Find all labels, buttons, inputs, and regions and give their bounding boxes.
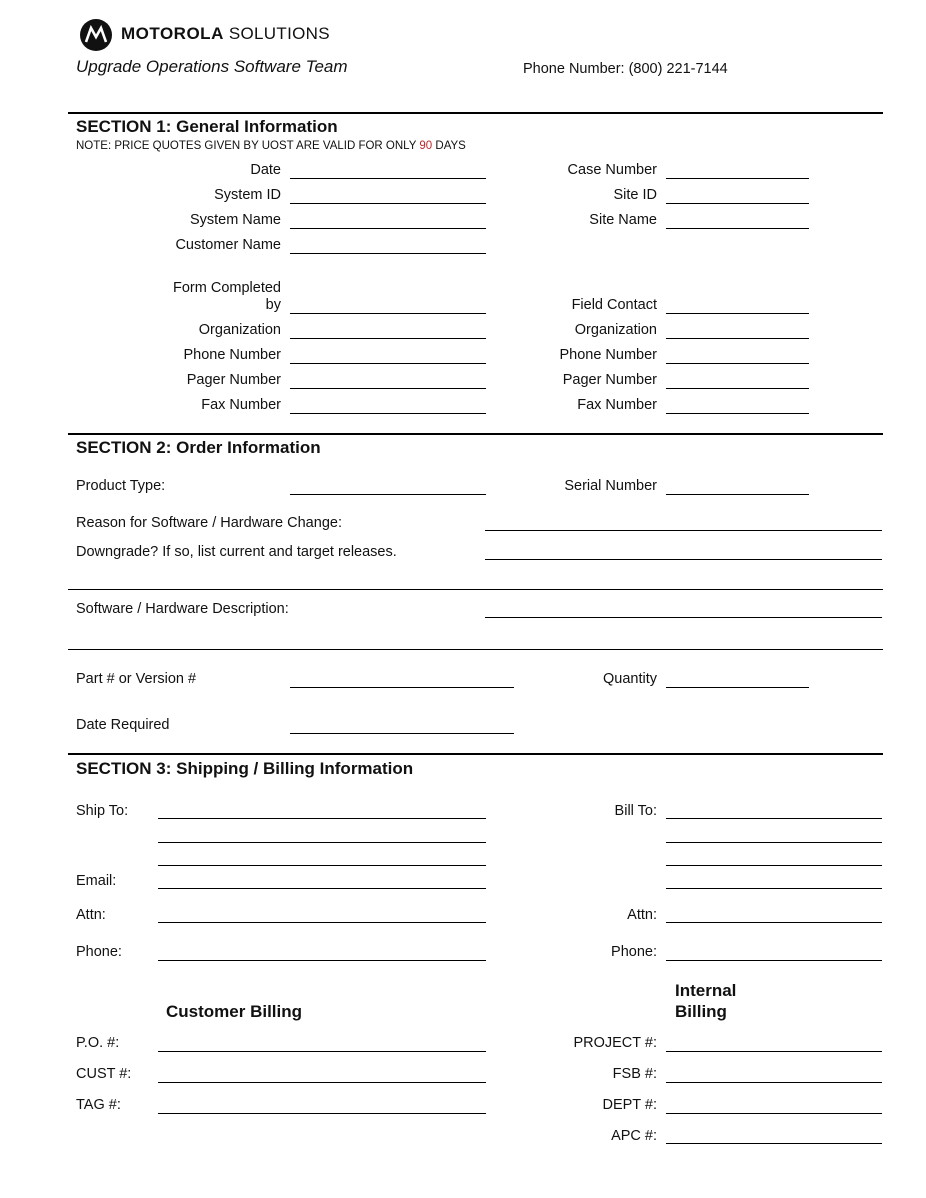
apc-label: APC #: — [611, 1128, 657, 1144]
downgrade-label: Downgrade? If so, list current and target releases. — [76, 544, 397, 560]
phone-field[interactable] — [158, 960, 486, 961]
form-completed-label-1: Form Completed — [173, 280, 281, 296]
site-name-label: Site Name — [589, 212, 657, 228]
dept-field[interactable] — [666, 1113, 882, 1114]
phone-label: Phone: — [76, 944, 122, 960]
customer-billing-heading: Customer Billing — [166, 1002, 303, 1021]
serial-number-field[interactable] — [666, 494, 809, 495]
fsb-label: FSB #: — [612, 1066, 657, 1082]
field-organization-field[interactable] — [666, 338, 809, 339]
organization-label: Organization — [198, 322, 281, 338]
ship-to-field-2[interactable] — [158, 842, 486, 843]
team-name: Upgrade Operations Software Team — [76, 57, 348, 76]
section-divider — [68, 112, 883, 114]
case-number-field[interactable] — [666, 178, 809, 179]
section-divider — [68, 649, 883, 650]
section2-title: SECTION 2: Order Information — [76, 438, 321, 457]
case-number-label: Case Number — [567, 162, 657, 178]
project-label: PROJECT #: — [573, 1035, 657, 1051]
apc-field[interactable] — [666, 1143, 882, 1144]
date-required-field[interactable] — [290, 733, 514, 734]
form-completed-label-2: by — [265, 297, 281, 313]
tag-label: TAG #: — [76, 1097, 121, 1113]
quantity-label: Quantity — [603, 671, 657, 687]
part-label: Part # or Version # — [76, 671, 197, 687]
system-name-field[interactable] — [290, 228, 486, 229]
system-id-field[interactable] — [290, 203, 486, 204]
bill-attn-label: Attn: — [627, 907, 657, 923]
customer-name-field[interactable] — [290, 253, 486, 254]
bill-attn-field[interactable] — [666, 922, 882, 923]
field-phone-number-label: Phone Number — [559, 347, 657, 363]
price-note — [76, 140, 466, 152]
phone-number-field[interactable] — [290, 363, 486, 364]
site-name-field[interactable] — [666, 228, 809, 229]
bill-to-label: Bill To: — [614, 803, 657, 819]
dept-label: DEPT #: — [602, 1097, 657, 1113]
field-organization-label: Organization — [574, 322, 657, 338]
date-required-label: Date Required — [76, 717, 170, 733]
note-days: 90 — [419, 140, 433, 152]
section-divider — [68, 433, 883, 435]
attn-label: Attn: — [76, 907, 106, 923]
brand-name — [121, 24, 330, 44]
pager-number-label: Pager Number — [186, 372, 281, 388]
brand-bold: MOTOROLA — [121, 24, 224, 43]
part-field[interactable] — [290, 687, 514, 688]
organization-field[interactable] — [290, 338, 486, 339]
description-field[interactable] — [485, 617, 882, 618]
system-id-label: System ID — [214, 187, 281, 203]
email-label: Email: — [76, 873, 117, 889]
field-phone-number-field[interactable] — [666, 363, 809, 364]
system-name-label: System Name — [189, 212, 281, 228]
motorola-logo-icon — [80, 19, 112, 51]
project-field[interactable] — [666, 1051, 882, 1052]
ship-to-label: Ship To: — [76, 803, 129, 819]
bill-to-field-4[interactable] — [666, 888, 882, 889]
field-contact-field[interactable] — [666, 313, 809, 314]
quantity-field[interactable] — [666, 687, 809, 688]
cust-field[interactable] — [158, 1082, 486, 1083]
customer-name-label: Customer Name — [175, 237, 281, 253]
field-fax-number-label: Fax Number — [577, 397, 657, 413]
fax-number-field[interactable] — [290, 413, 486, 414]
fax-number-label: Fax Number — [201, 397, 281, 413]
bill-phone-label: Phone: — [611, 944, 657, 960]
section-divider — [68, 589, 883, 590]
ship-to-field-3[interactable] — [158, 865, 486, 866]
cust-label: CUST #: — [76, 1066, 132, 1082]
email-field[interactable] — [158, 888, 486, 889]
section1-title: SECTION 1: General Information — [76, 117, 338, 136]
downgrade-field[interactable] — [485, 559, 882, 560]
support-phone: Phone Number: (800) 221-7144 — [523, 61, 728, 77]
tag-field[interactable] — [158, 1113, 486, 1114]
internal-billing-heading-1: Internal — [675, 981, 737, 1000]
bill-phone-field[interactable] — [666, 960, 882, 961]
bill-to-field-1[interactable] — [666, 818, 882, 819]
site-id-label: Site ID — [613, 187, 657, 203]
description-label: Software / Hardware Description: — [76, 601, 289, 617]
section-divider — [68, 753, 883, 755]
bill-to-field-3[interactable] — [666, 865, 882, 866]
field-pager-number-label: Pager Number — [562, 372, 657, 388]
brand-light: SOLUTIONS — [228, 24, 330, 43]
date-label: Date — [250, 162, 281, 178]
reason-label: Reason for Software / Hardware Change: — [76, 515, 342, 531]
field-fax-number-field[interactable] — [666, 413, 809, 414]
field-contact-label: Field Contact — [571, 297, 657, 313]
serial-number-label: Serial Number — [564, 478, 657, 494]
reason-field[interactable] — [485, 530, 882, 531]
product-type-field[interactable] — [290, 494, 486, 495]
form-completed-field[interactable] — [290, 313, 486, 314]
po-label: P.O. #: — [76, 1035, 120, 1051]
bill-to-field-2[interactable] — [666, 842, 882, 843]
ship-to-field-1[interactable] — [158, 818, 486, 819]
note-prefix: NOTE: PRICE QUOTES GIVEN BY UOST ARE VALID FOR ONLY — [76, 140, 417, 152]
fsb-field[interactable] — [666, 1082, 882, 1083]
field-pager-number-field[interactable] — [666, 388, 809, 389]
site-id-field[interactable] — [666, 203, 809, 204]
internal-billing-heading-2: Billing — [675, 1002, 727, 1021]
phone-number-label: Phone Number — [183, 347, 281, 363]
date-field[interactable] — [290, 178, 486, 179]
note-suffix: DAYS — [435, 140, 466, 152]
product-type-label: Product Type: — [76, 478, 166, 494]
attn-field[interactable] — [158, 922, 486, 923]
section3-title: SECTION 3: Shipping / Billing Information — [76, 759, 414, 778]
pager-number-field[interactable] — [290, 388, 486, 389]
po-field[interactable] — [158, 1051, 486, 1052]
